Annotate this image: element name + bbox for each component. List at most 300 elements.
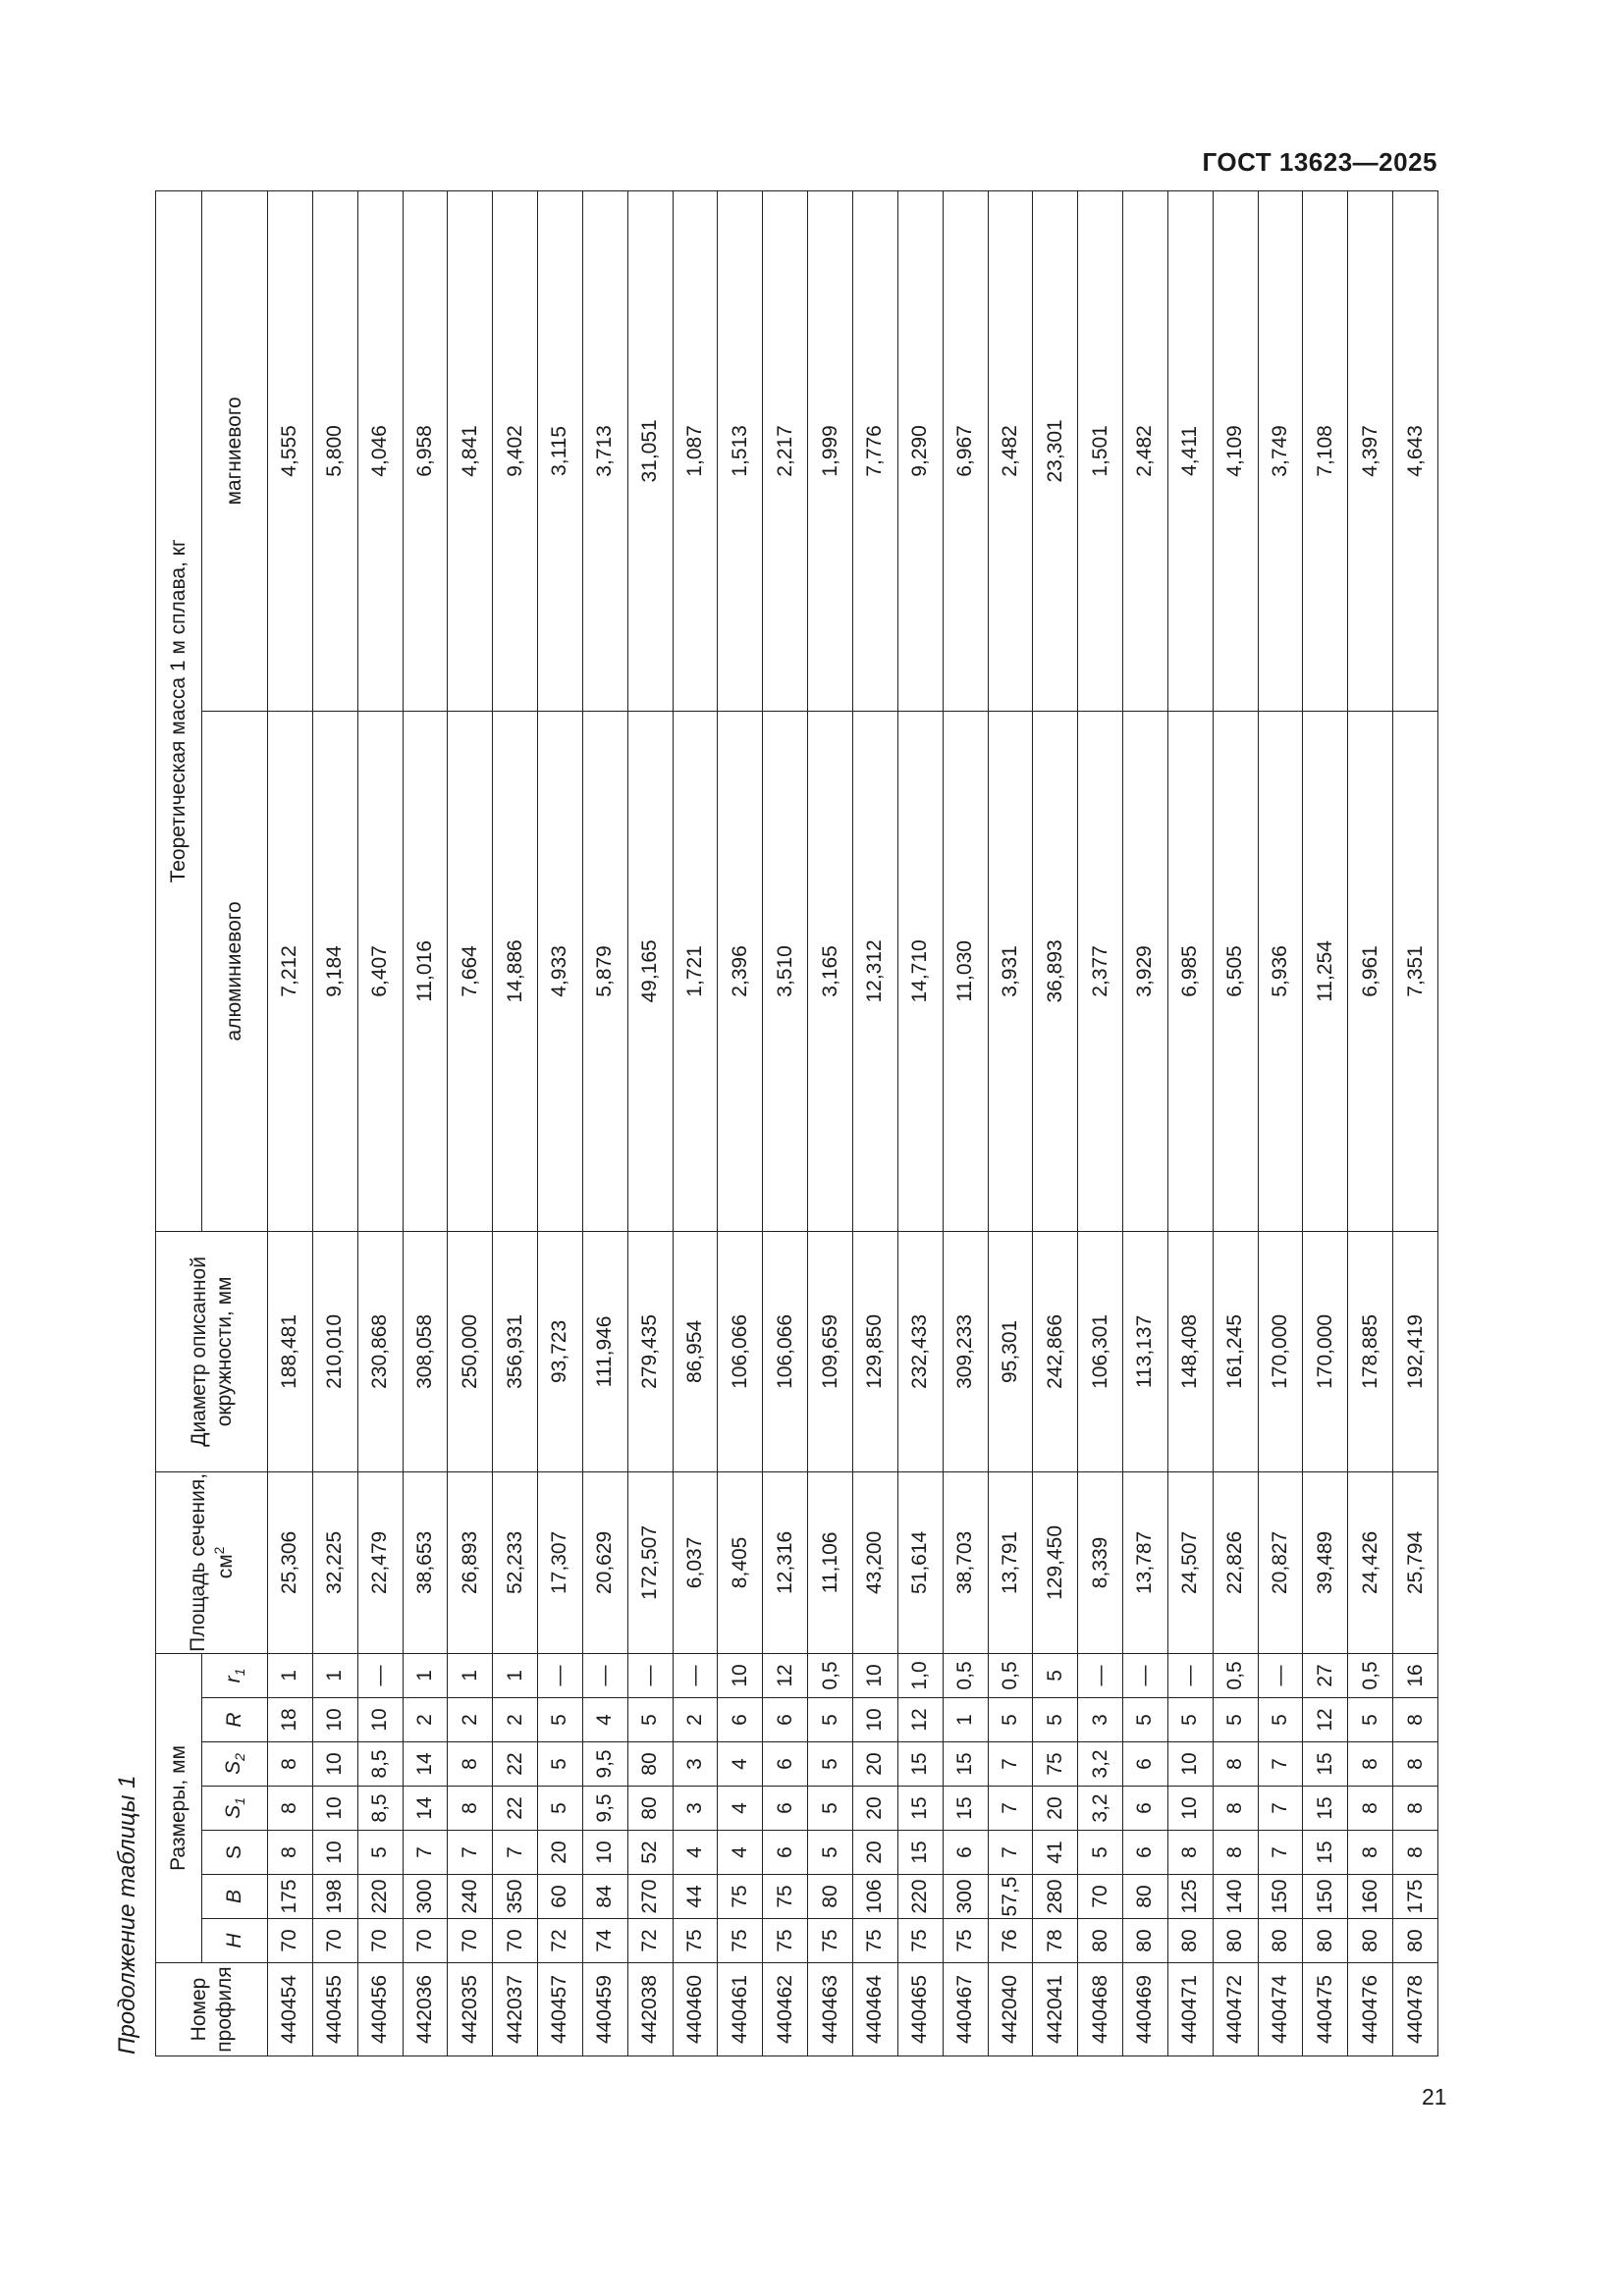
table-cell: 5 [1213,1698,1258,1742]
table-cell: 75 [718,1875,763,1919]
table-cell: 4,841 [448,190,493,711]
table-cell: 70 [403,1919,448,1963]
table-cell: 24,507 [1167,1471,1213,1653]
table-cell: 8 [1393,1831,1438,1875]
table-cell: 75 [763,1919,808,1963]
table-cell: 442036 [403,1963,448,2056]
table-cell: 6 [718,1698,763,1742]
table-cell: 188,481 [268,1231,313,1471]
table-cell: 6 [943,1831,988,1875]
table-cell: 11,254 [1303,711,1348,1231]
table-cell: 70 [312,1919,357,1963]
table-row [1213,190,1258,2056]
r1-sub: 1 [232,1668,248,1677]
table-cell: — [1258,1653,1303,1697]
table-cell: 31,051 [627,190,673,711]
table-cell: 8,5 [357,1742,403,1787]
table-cell: 10 [1167,1787,1213,1831]
table-cell: 1,087 [673,190,718,711]
table-cell: — [1078,1653,1123,1697]
table-cell: 72 [538,1919,583,1963]
table-row [897,190,943,2056]
table-cell: 440455 [312,1963,357,2056]
table-row [582,190,627,2056]
table-cell: 4 [718,1742,763,1787]
table-cell: 1 [493,1653,538,1697]
table-cell: 1 [448,1653,493,1697]
table-cell: 14 [403,1742,448,1787]
table-cell: 442037 [493,1963,538,2056]
table-cell: 4,933 [538,711,583,1231]
table-cell: 10 [852,1653,897,1697]
table-cell: 3,931 [988,711,1033,1231]
table-cell: 440469 [1123,1963,1168,2056]
table-cell: 442041 [1033,1963,1078,2056]
table-cell: 440463 [808,1963,853,2056]
table-cell: 9,5 [582,1787,627,1831]
table-cell: 7,776 [852,190,897,711]
table-cell: 148,408 [1167,1231,1213,1471]
table-cell: 12 [763,1653,808,1697]
table-row [673,190,718,2056]
table-cell: 106,301 [1078,1231,1123,1471]
table-cell: 51,614 [897,1471,943,1653]
table-cell: 75 [718,1919,763,1963]
table-cell: 80 [808,1875,853,1919]
table-cell: 109,659 [808,1231,853,1471]
table-cell: 6,407 [357,711,403,1231]
table-cell: 76 [988,1919,1033,1963]
table-cell: 6 [1123,1831,1168,1875]
table-cell: 106,066 [763,1231,808,1471]
table-cell: 9,402 [493,190,538,711]
table-cell: 442040 [988,1963,1033,2056]
table-cell: 270 [627,1875,673,1919]
table-cell: 7 [988,1742,1033,1787]
table-cell: 5,879 [582,711,627,1231]
table-cell: 95,301 [988,1231,1033,1471]
table-cell: 3,929 [1123,711,1168,1231]
table-cell: 111,946 [582,1231,627,1471]
table-cell: 11,106 [808,1471,853,1653]
table-cell: 70 [1078,1875,1123,1919]
area-header-unit-exp: 2 [210,1546,227,1555]
table-cell: 25,794 [1393,1471,1438,1653]
table-cell: 5 [1033,1653,1078,1697]
table-cell: 6 [1123,1742,1168,1787]
table-cell: 70 [493,1919,538,1963]
table-cell: 5 [808,1831,853,1875]
table-cell: 12,312 [852,711,897,1231]
table-cell: 80 [1258,1919,1303,1963]
table-cell: 20,629 [582,1471,627,1653]
table-cell: 106 [852,1875,897,1919]
col-area-header [156,1471,268,1653]
table-cell: 198 [312,1875,357,1919]
col-dimensions-header: Размеры, мм [156,1653,202,1962]
table-cell: 0,5 [1348,1653,1393,1697]
s2-sub: 2 [232,1753,248,1761]
table-cell: 32,225 [312,1471,357,1653]
table-cell: 8 [268,1787,313,1831]
table-cell: 11,016 [403,711,448,1231]
table-cell: 160 [1348,1875,1393,1919]
table-cell: 75 [808,1919,853,1963]
table-row [1258,190,1303,2056]
table-cell: 300 [943,1875,988,1919]
table-cell: 52 [627,1831,673,1875]
table-cell: 27 [1303,1653,1348,1697]
table-cell: 5 [1348,1698,1393,1742]
table-cell: 15 [943,1787,988,1831]
table-cell: 14 [403,1787,448,1831]
table-cell: 440476 [1348,1963,1393,2056]
table-cell: 0,5 [988,1653,1033,1697]
s2-base: S [222,1760,244,1775]
table-cell: 22,826 [1213,1471,1258,1653]
table-cell: 3 [673,1742,718,1787]
table-cell: 178,885 [1348,1231,1393,1471]
table-cell: 440475 [1303,1963,1348,2056]
col-h-header: H [202,1919,268,1963]
table-cell: 80 [1167,1919,1213,1963]
table-cell: 6,958 [403,190,448,711]
table-cell: 2 [403,1698,448,1742]
table-cell: 49,165 [627,711,673,1231]
table-cell: 140 [1213,1875,1258,1919]
table-cell: 3,713 [582,190,627,711]
table-cell: 80 [1078,1919,1123,1963]
table-cell: 150 [1303,1875,1348,1919]
table-cell: 80 [627,1742,673,1787]
table-cell: 10 [718,1653,763,1697]
table-cell: 4,643 [1393,190,1438,711]
table-cell: 8 [1167,1831,1213,1875]
table-cell: 4,555 [268,190,313,711]
table-cell: 3,2 [1078,1787,1123,1831]
table-cell: 279,435 [627,1231,673,1471]
table-cell: 20,827 [1258,1471,1303,1653]
table-cell: 20 [852,1831,897,1875]
table-cell: 440457 [538,1963,583,2056]
table-cell: 8 [448,1742,493,1787]
table-cell: 1 [943,1698,988,1742]
table-cell: 8,339 [1078,1471,1123,1653]
table-cell: 22 [493,1742,538,1787]
s1-base: S [222,1804,244,1819]
table-cell: 26,893 [448,1471,493,1653]
table-cell: 8 [1348,1787,1393,1831]
table-cell: 7 [1258,1742,1303,1787]
table-cell: 5 [1258,1698,1303,1742]
table-cell: 8 [1213,1787,1258,1831]
table-cell: 5,936 [1258,711,1303,1231]
table-cell: 440471 [1167,1963,1213,2056]
table-cell: 230,868 [357,1231,403,1471]
table-cell: 60 [538,1875,583,1919]
table-cell: 175 [268,1875,313,1919]
table-cell: 7 [448,1831,493,1875]
table-cell: 8 [448,1787,493,1831]
table-cell: 170,000 [1258,1231,1303,1471]
r1-base: r [222,1676,244,1683]
table-caption [108,231,147,2056]
table-cell: 7 [988,1831,1033,1875]
table-row [1348,190,1393,2056]
table-cell: 8 [1393,1742,1438,1787]
table-cell: 80 [1213,1919,1258,1963]
table-cell: 3 [1078,1698,1123,1742]
table-cell: 1,513 [718,190,763,711]
table-cell: 356,931 [493,1231,538,1471]
table-cell: — [357,1653,403,1697]
table-cell: 210,010 [312,1231,357,1471]
table-cell: 70 [268,1919,313,1963]
table-cell: 5 [988,1698,1033,1742]
table-cell: 7 [1258,1831,1303,1875]
table-cell: 38,653 [403,1471,448,1653]
table-cell: 2 [448,1698,493,1742]
table-cell: — [627,1653,673,1697]
table-cell: 4 [673,1831,718,1875]
table-row [538,190,583,2056]
table-cell: 10 [1167,1742,1213,1787]
table-cell: 57,5 [988,1875,1033,1919]
table-cell: 4,397 [1348,190,1393,711]
col-magn-header: магниевого [202,190,268,711]
table-cell: 8,405 [718,1471,763,1653]
table-cell: 10 [357,1698,403,1742]
table-cell: 250,000 [448,1231,493,1471]
table-cell: 15 [897,1787,943,1831]
page-number: 21 [1422,2084,1447,2109]
table-row [357,190,403,2056]
table-cell: 440454 [268,1963,313,2056]
table-cell: 6 [763,1698,808,1742]
table-row [403,190,448,2056]
table-cell: 4,411 [1167,190,1213,711]
table-row [1393,190,1438,2056]
table-cell: 125 [1167,1875,1213,1919]
table-cell: 10 [312,1742,357,1787]
table-cell: 8 [268,1742,313,1787]
table-cell: — [1123,1653,1168,1697]
table-cell: 440461 [718,1963,763,2056]
table-cell: 15 [943,1742,988,1787]
profile-table [155,190,1438,2056]
table-cell: 5 [538,1742,583,1787]
table-cell: 440465 [897,1963,943,2056]
table-cell: 80 [1303,1919,1348,1963]
table-cell: 7 [403,1831,448,1875]
table-cell: 23,301 [1033,190,1078,711]
table-cell: 8 [1213,1742,1258,1787]
table-cell: — [1167,1653,1213,1697]
table-cell: 5,800 [312,190,357,711]
table-cell: 5 [1078,1831,1123,1875]
table-cell: 12 [897,1698,943,1742]
col-diameter-header: Диаметр описанной окружности, мм [156,1231,268,1471]
table-cell: 70 [448,1919,493,1963]
table-row [1167,190,1213,2056]
table-cell: 52,233 [493,1471,538,1653]
table-cell: 14,710 [897,711,943,1231]
table-cell: 440462 [763,1963,808,2056]
table-cell: 8 [1393,1698,1438,1742]
table-cell: 10 [852,1698,897,1742]
table-cell: 6,967 [943,190,988,711]
col-profile-header: Номер профиля [156,1963,268,2056]
table-cell: 74 [582,1919,627,1963]
header-row-group [156,190,202,2056]
table-row [627,190,673,2056]
table-cell: 170,000 [1303,1231,1348,1471]
table-cell: 75 [763,1875,808,1919]
table-cell: 440474 [1258,1963,1303,2056]
s1-sub: 1 [232,1797,248,1805]
table-cell: 113,137 [1123,1231,1168,1471]
table-cell: 350 [493,1875,538,1919]
table-cell: 0,5 [943,1653,988,1697]
table-cell: 3,2 [1078,1742,1123,1787]
table-cell: 86,954 [673,1231,718,1471]
table-cell: 8 [1213,1831,1258,1875]
table-cell: 1,0 [897,1653,943,1697]
table-cell: 232,433 [897,1231,943,1471]
table-row [1303,190,1348,2056]
table-cell: 80 [627,1787,673,1831]
table-cell: 6,985 [1167,711,1213,1231]
table-cell: 440468 [1078,1963,1123,2056]
table-cell: 2,396 [718,711,763,1231]
table-cell: 440460 [673,1963,718,2056]
table-cell: 1 [268,1653,313,1697]
table-cell: 20 [852,1742,897,1787]
table-cell: 75 [897,1919,943,1963]
table-cell: 72 [627,1919,673,1963]
table-cell: 220 [357,1875,403,1919]
table-cell: 9,184 [312,711,357,1231]
table-cell: 7 [1258,1787,1303,1831]
table-cell: 5 [1167,1698,1213,1742]
table-cell: 161,245 [1213,1231,1258,1471]
table-cell: 13,791 [988,1471,1033,1653]
table-cell: 12 [1303,1698,1348,1742]
header-row-sub [202,190,268,2056]
table-cell: 4 [582,1698,627,1742]
table-cell: 242,866 [1033,1231,1078,1471]
table-row [312,190,357,2056]
table-cell: 80 [1123,1919,1168,1963]
table-cell: 6 [763,1831,808,1875]
table-cell: 4 [718,1787,763,1831]
table-cell: 3 [673,1787,718,1831]
table-cell: 2,377 [1078,711,1123,1231]
table-cell: 10 [312,1787,357,1831]
table-cell: 1,999 [808,190,853,711]
table-row [448,190,493,2056]
table-cell: 75 [1033,1742,1078,1787]
table-cell: 5 [1123,1698,1168,1742]
table-cell: — [673,1653,718,1697]
table-cell: 93,723 [538,1231,583,1471]
table-cell: 36,893 [1033,711,1078,1231]
table-cell: 78 [1033,1919,1078,1963]
table-cell: 16 [1393,1653,1438,1697]
table-cell: 44 [673,1875,718,1919]
table-cell: 18 [268,1698,313,1742]
col-s1-header [202,1787,268,1831]
table-cell: 15 [897,1742,943,1787]
table-cell: 192,419 [1393,1231,1438,1471]
table-cell: 2,482 [1123,190,1168,711]
table-cell: 4 [718,1831,763,1875]
col-mass-header: Теоретическая масса 1 м сплава, кг [156,190,202,1231]
table-cell: 1 [403,1653,448,1697]
table-cell: 2,217 [763,190,808,711]
table-cell: 80 [1123,1875,1168,1919]
col-r1-header [202,1653,268,1697]
table-cell: 129,850 [852,1231,897,1471]
document-id: ГОСТ 13623—2025 [1202,147,1437,177]
table-row [268,190,313,2056]
table-cell: 14,886 [493,711,538,1231]
table-cell: 280 [1033,1875,1078,1919]
table-cell: — [582,1653,627,1697]
table-cell: 8,5 [357,1787,403,1831]
table-cell: 22,479 [357,1471,403,1653]
table-cell: 0,5 [1213,1653,1258,1697]
table-cell: 240 [448,1875,493,1919]
table-cell: 12,316 [763,1471,808,1653]
table-cell: 9,290 [897,190,943,711]
table-cell: 6 [763,1742,808,1787]
table-caption-text: Продолжение таблицы 1 [114,1775,140,2055]
table-cell: 80 [1348,1919,1393,1963]
table-cell: 75 [852,1919,897,1963]
table-cell: 6,505 [1213,711,1258,1231]
table-cell: 75 [943,1919,988,1963]
table-cell: 106,066 [718,1231,763,1471]
table-cell: 3,749 [1258,190,1303,711]
table-cell: 15 [897,1831,943,1875]
table-cell: 7,108 [1303,190,1348,711]
table-cell: 84 [582,1875,627,1919]
table-cell: 5 [808,1698,853,1742]
table-cell: 442038 [627,1963,673,2056]
table-cell: 15 [1303,1787,1348,1831]
table-cell: 309,233 [943,1231,988,1471]
table-cell: 7 [988,1787,1033,1831]
table-cell: 20 [1033,1787,1078,1831]
col-b-header: B [202,1875,268,1919]
table-body [268,190,1438,2056]
table-row [808,190,853,2056]
table-cell: 1,501 [1078,190,1123,711]
table-cell: 70 [357,1919,403,1963]
table-cell: 10 [582,1831,627,1875]
table-cell: 172,507 [627,1471,673,1653]
table-cell: 75 [673,1919,718,1963]
table-cell: 150 [1258,1875,1303,1919]
table-cell: 8 [1393,1787,1438,1831]
table-cell: 440472 [1213,1963,1258,2056]
table-cell: 0,5 [808,1653,853,1697]
area-header-text: Площадь сечения, см [187,1472,237,1652]
table-cell: 6,961 [1348,711,1393,1231]
table-row [493,190,538,2056]
table-cell: 7 [493,1831,538,1875]
